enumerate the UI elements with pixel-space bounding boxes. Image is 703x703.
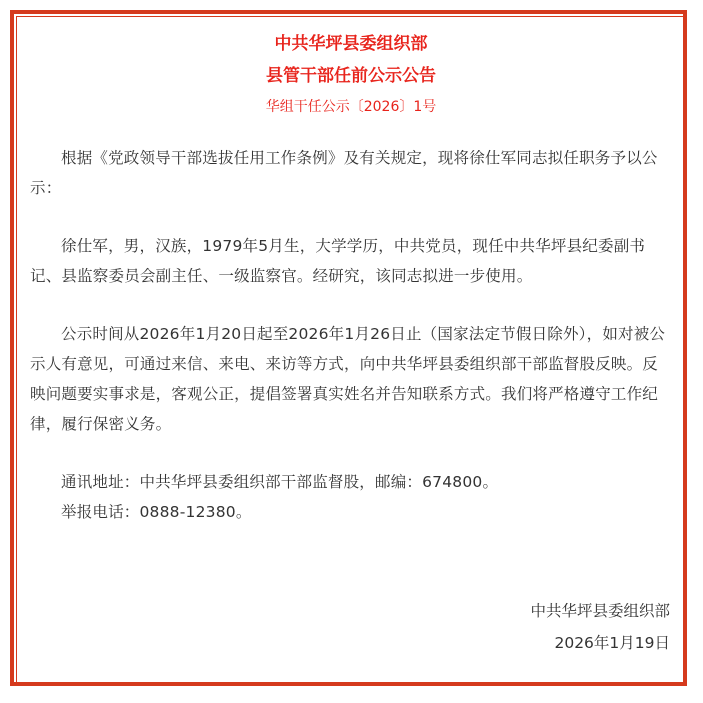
signature-date: 2026年1月19日 xyxy=(554,634,670,652)
signature-spacer xyxy=(30,527,672,595)
paragraph-spacer xyxy=(30,291,672,319)
paragraph-spacer xyxy=(30,439,672,467)
announcement-document xyxy=(30,26,672,659)
signature-organization: 中共华坪县委组织部 xyxy=(530,602,670,620)
paragraph-intro: 根据《党政领导干部选拔任用工作条例》及有关规定，现将徐仕军同志拟任职务予以公示： xyxy=(30,149,658,197)
document-number: 华组干任公示〔2026〕1号 xyxy=(265,99,437,115)
paragraph-candidate-info: 徐仕军，男，汉族，1979年5月生，大学学历，中共党员，现任中共华坪县纪委副书记、县监察委员会副主任、一级监察官。经研究，该同志拟进一步使用。 xyxy=(30,237,646,285)
paragraph-spacer xyxy=(30,203,672,231)
issuing-organization-title: 中共华坪县委组织部 xyxy=(274,34,428,54)
announcement-title: 县管干部任前公示公告 xyxy=(266,66,436,86)
contact-address: 通讯地址：中共华坪县委组织部干部监督股，邮编：674800。 xyxy=(61,473,499,491)
contact-phone: 举报电话：0888-12380。 xyxy=(61,503,252,521)
paragraph-publicity-period: 公示时间从2026年1月20日起至2026年1月26日止（国家法定节假日除外），如对被公示人有意见，可通过来信、来电、来访等方式，向中共华坪县委组织部干部监督股反映。反映问题要实事求是，客观公正，提倡签署真实姓名并告知联系方式。我们将严格遵守工作纪律，履行保密义务。 xyxy=(30,325,666,433)
